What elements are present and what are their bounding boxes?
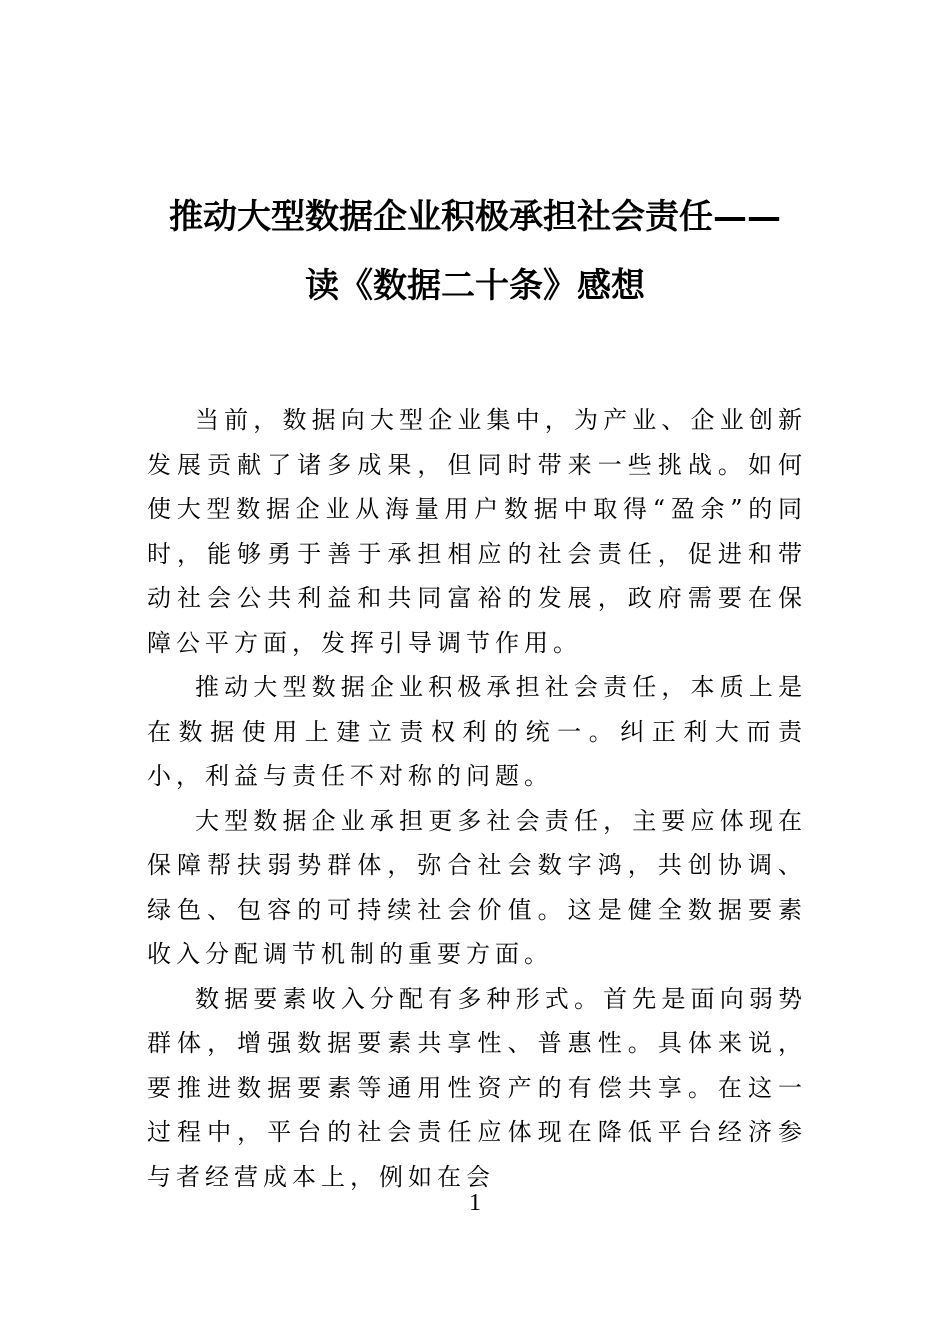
page-number: 1	[469, 1190, 481, 1216]
document-subtitle: 读《数据二十条》感想	[305, 266, 645, 306]
paragraph: 推动大型数据企业积极承担社会责任，本质上是在数据使用上建立责权利的统一。纠正利大而责小，利益与责任不对称的问题。	[147, 673, 807, 790]
paragraph: 当前，数据向大型企业集中，为产业、企业创新发展贡献了诸多成果，但同时带来一些挑战。如何使大型数据企业从海量用户数据中取得“盈余”的同时，能够勇于善于承担相应的社会责任，促进和带动社会公共利益和共同富裕的发展，政府需要在保障公平方面，发挥引导调节作用。	[147, 406, 807, 657]
document-title: 推动大型数据企业积极承担社会责任——	[169, 197, 781, 237]
paragraph: 数据要素收入分配有多种形式。首先是面向弱势群体，增强数据要素共享性、普惠性。具体来说，要推进数据要素等通用性资产的有偿共享。在这一过程中，平台的社会责任应体现在降低平台经济参与者经营成本上，例如在会	[147, 984, 807, 1191]
paragraph: 大型数据企业承担更多社会责任，主要应体现在保障帮扶弱势群体，弥合社会数字鸿，共创协调、绿色、包容的可持续社会价值。这是健全数据要素收入分配调节机制的重要方面。	[147, 806, 807, 968]
document-body	[147, 398, 807, 1199]
